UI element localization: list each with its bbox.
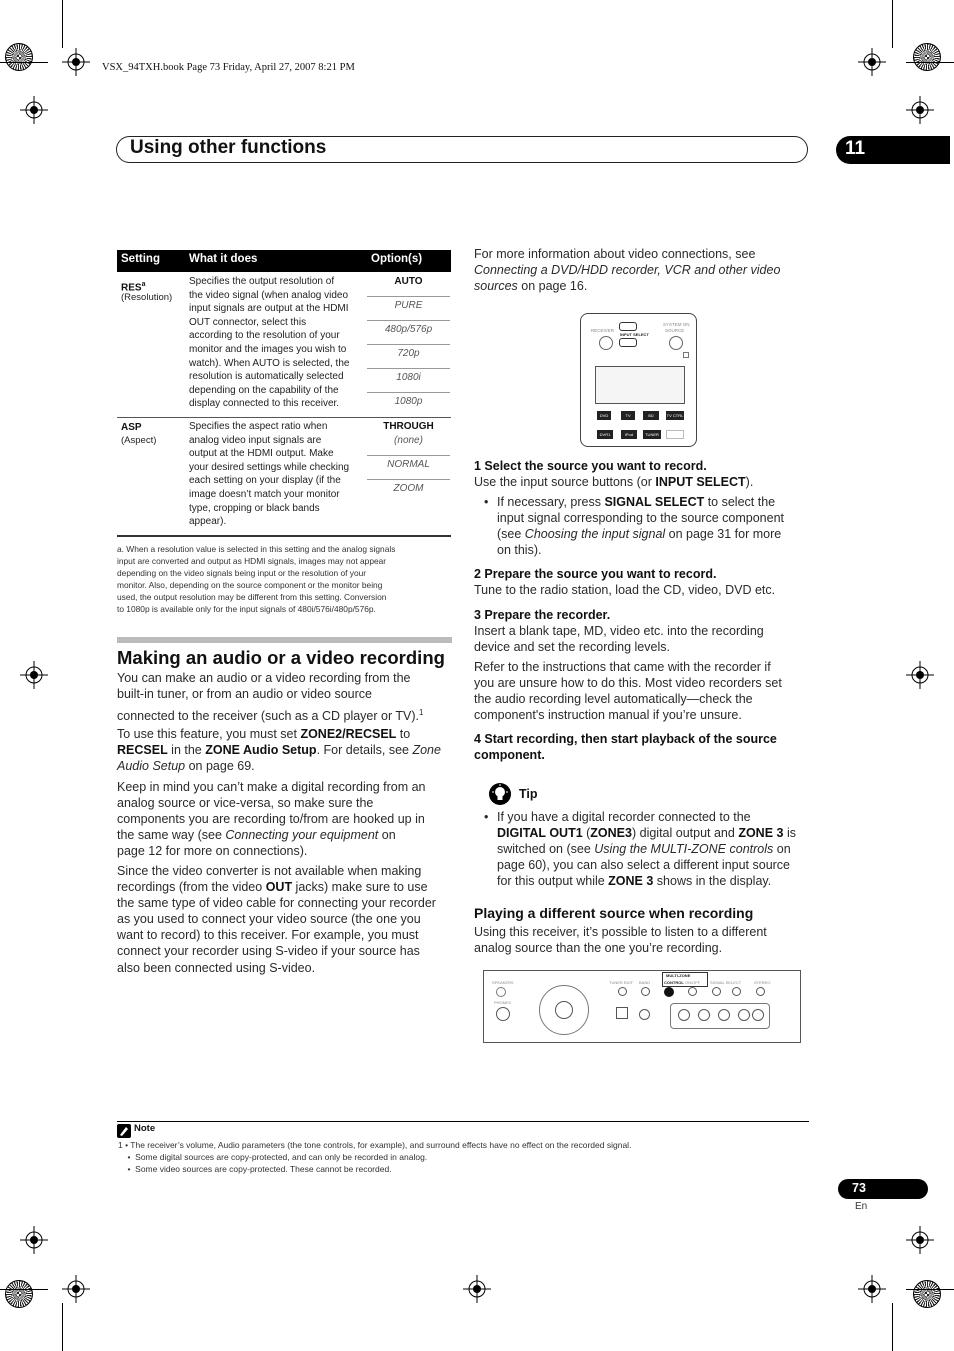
lightbulb-icon [489, 783, 511, 805]
setting-name: RES$^a$ [121, 281, 146, 294]
option-value: AUTO [394, 276, 423, 287]
registration-mark-icon [62, 1275, 90, 1303]
table-footnote: a. When a resolution value is selected in this setting and the analog signals input are converted and output as HDMI signals, images may not appear depending on the video signals being input or the resolution of your monitor. Also, depending on the source component or the monitor being used, the output resolution may be different from this setting. Conversion to 1080p is available only for the input signals of 480i/576i/480p/576p. [117, 544, 396, 615]
registration-mark-icon [20, 661, 48, 689]
phones-jack [496, 1007, 510, 1021]
dvd-button: DVD [597, 411, 611, 420]
tip-text: If you have a digital recorder connected to the DIGITAL OUT1 (ZONE3) digital output and ZONE 3 is switched on (see Using the MULTI-ZONE controls on page 60), you can also select a different input source for this output while ZONE 3 shows in the display. [497, 810, 796, 889]
option-value: (none) [394, 435, 423, 446]
setting-description: Specifies the aspect ratio when analog video input signals are output at the HDMI output. Make your desired settings while checking each setting on your display (if the image doesn’t match your monitor type, cropping or black bands appear). [189, 421, 350, 528]
option-value: 1080p [394, 396, 423, 407]
registration-mark-icon [62, 48, 90, 76]
tv-button: TV [621, 411, 635, 420]
paragraph: For more information about video connections, see Connecting a DVD/HDD recorder, VCR and other video sources on page 16. [474, 247, 781, 294]
bd-button: BD [643, 411, 659, 420]
registration-mark-icon [858, 48, 886, 76]
option-value: NORMAL [387, 459, 430, 470]
bullet-text: If necessary, press SIGNAL SELECT to select the input signal corresponding to the source component (see Choosing the input signal on page 31 for more on this). [497, 495, 784, 558]
jack-icon [698, 1009, 710, 1021]
registration-mark-icon [906, 1226, 934, 1254]
note-text: 1 • The receiver’s volume, Audio parameters (the tone controls, for example), and surround effects have no effect on the recorded signal. • Some digital sources are copy-protected, and can only be recorded in analog. • Some video sources are copy-protected. These cannot be recorded. [118, 1140, 632, 1174]
source-power-button [669, 336, 683, 350]
jack-icon [752, 1009, 764, 1021]
dvr1-button: DVR1 [597, 430, 613, 439]
option-value: 720p [397, 348, 420, 359]
front-panel-illustration: SPEAKERS PHONES TUNER EDIT BAND MULTI-ZONE CONTROL ON/OFF SIGNAL SELECT STEREO [483, 970, 801, 1043]
step-heading: 2 Prepare the source you want to record. [474, 567, 717, 581]
note-rule [117, 1121, 809, 1122]
registration-mark-icon [906, 661, 934, 689]
tip-label: Tip [519, 787, 538, 801]
paragraph: You can make an audio or a video recording from the built-in tuner, or from an audio or video source connected to the receiver (such as a CD player or TV).$^1$ [117, 671, 424, 724]
indicator-icon [683, 352, 689, 358]
signal-select-button [712, 987, 721, 996]
option-value: 1080i [396, 372, 421, 383]
phone-icon [619, 338, 637, 347]
registration-mark-icon [906, 96, 934, 124]
settings-table [117, 250, 451, 540]
tuner-button: TUNER [643, 430, 661, 439]
multi-zone-control-button[interactable] [664, 987, 674, 997]
page-number: 73 [852, 1181, 866, 1195]
registration-mark-icon [463, 1275, 491, 1303]
setting-name: ASP [121, 422, 142, 433]
page-title: Using other functions [130, 137, 327, 158]
column-header: Option(s) [371, 253, 423, 265]
step-heading: 4 Start recording, then start playback of the source component. [474, 732, 777, 763]
remote-display [595, 366, 685, 404]
tuner-edit-button [618, 987, 627, 996]
paragraph: Refer to the instructions that came with the recorder if you are unsure how to do this. Most video recorders set the audio recording level automatically—check the component's instruction manual if you’re unsure. [474, 660, 782, 723]
usb-port [616, 1007, 628, 1019]
paragraph: Use the input source buttons (or INPUT SELECT). [474, 475, 754, 489]
processing-button [732, 987, 741, 996]
option-value: THROUGH [383, 421, 434, 432]
column-header: Setting [121, 253, 160, 265]
note-label: Note [134, 1123, 156, 1134]
setting-description: Specifies the output resolution of the video signal (when analog video input signals are output at the HDMI OUT connector, select this according to the resolution of your monitor and the images you wish to watch). When AUTO is selected, the resolution is automatically selected depending on the capability of the display connected to this receiver. [189, 276, 350, 410]
receiver-button [599, 336, 613, 350]
step-heading: 1 Select the source you want to record. [474, 459, 707, 473]
paragraph: Keep in mind you can’t make a digital recording from an analog source or vice-versa, so make sure the components you are recording to/from are hooked up in the same way (see Connecting your equipment on page 12 for more on connections). [117, 780, 426, 859]
bullet-icon: • [484, 810, 489, 824]
registration-mark-icon [858, 1275, 886, 1303]
bullet-icon: • [484, 495, 489, 509]
option-value: PURE [394, 300, 423, 311]
option-value: 480p/576p [384, 324, 433, 335]
column-header: What it does [189, 253, 258, 265]
jack-icon [718, 1009, 730, 1021]
blank-button [666, 430, 684, 439]
crop-rosette-icon [5, 43, 33, 71]
paragraph: Using this receiver, it’s possible to listen to a different analog source than the one you’re recording. [474, 925, 767, 956]
paragraph: Tune to the radio station, load the CD, video, DVD etc. [474, 583, 776, 597]
note-icon [117, 1124, 131, 1138]
registration-mark-icon [20, 1226, 48, 1254]
setting-subtitle: (Aspect) [121, 435, 157, 446]
enter-button [555, 1001, 573, 1019]
section-title: Making an audio or a video recording [117, 647, 445, 668]
table-header [117, 250, 451, 272]
jack-icon [738, 1009, 750, 1021]
stereo-button [756, 987, 765, 996]
book-info: VSX_94TXH.book Page 73 Friday, April 27, 2007 8:21 PM [102, 62, 355, 73]
crop-rosette-icon [913, 1280, 941, 1308]
jack-icon [678, 1009, 690, 1021]
speakers-button [496, 987, 506, 997]
remote-control-illustration: RECEIVER INPUT SELECT SYSTEM ON SOURCE DVD TV BD TV CTRL DVR1 iPod TUNER [580, 313, 697, 447]
on-off-button [688, 987, 697, 996]
registration-mark-icon [20, 96, 48, 124]
page-language: En [855, 1201, 868, 1212]
option-value: ZOOM [393, 483, 424, 494]
paragraph: To use this feature, you must set ZONE2/RECSEL to RECSEL in the ZONE Audio Setup. For details, see Zone Audio Setup on page 69. [117, 727, 441, 774]
band-button [641, 987, 650, 996]
tv-ctrl-button: TV CTRL [666, 413, 684, 418]
section-rule [117, 637, 452, 643]
step-heading: 3 Prepare the recorder. [474, 608, 611, 622]
subsection-title: Playing a different source when recording [474, 905, 754, 921]
input-select-button [619, 322, 637, 331]
crop-rosette-icon [913, 43, 941, 71]
mcacc-button [639, 1009, 650, 1020]
paragraph: Since the video converter is not available when making recordings (from the video OUT jacks) make sure to use the same type of video cable for connecting your recorder as you used to connect your video source (the one you want to record) to this receiver. For example, you must connect your recorder using S-video if your source has also been connected using S-video. [117, 864, 436, 975]
chapter-number: 11 [845, 138, 866, 159]
setting-subtitle: (Resolution) [121, 292, 173, 303]
paragraph: Insert a blank tape, MD, video etc. into the recording device and set the recording levels. [474, 624, 764, 655]
ipod-button: iPod [621, 430, 637, 439]
crop-rosette-icon [5, 1280, 33, 1308]
